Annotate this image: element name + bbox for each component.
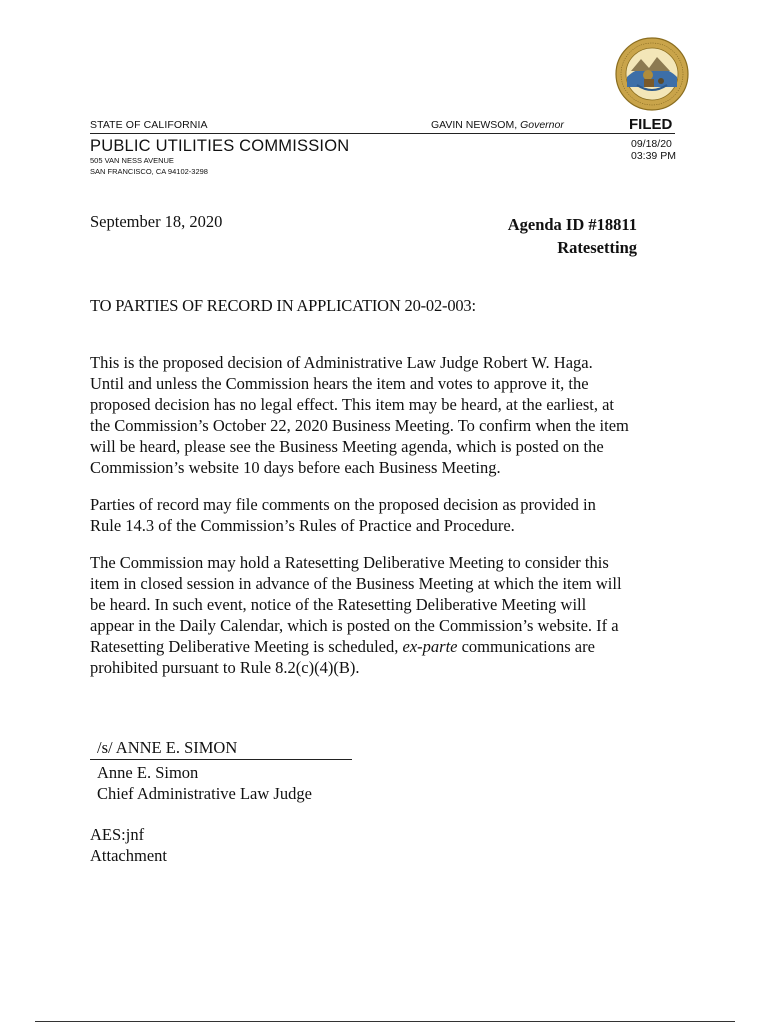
letter-date: September 18, 2020 — [90, 212, 223, 231]
commission-address — [90, 155, 208, 177]
paragraph-2 — [90, 494, 690, 536]
paragraph-line: will be heard, please see the Business Meeting agenda, which is posted on the — [90, 437, 604, 456]
governor-line — [431, 119, 564, 131]
paragraph-line: be heard. In such event, notice of the Ratesetting Deliberative Meeting will — [90, 595, 587, 614]
attachment-note: Attachment — [90, 846, 167, 865]
ex-parte-term: ex-parte — [402, 637, 458, 656]
california-seal-icon — [615, 37, 689, 111]
state-label: STATE OF CALIFORNIA — [90, 119, 208, 131]
commission-name: PUBLIC UTILITIES COMMISSION — [90, 137, 350, 155]
paragraph-line: This is the proposed decision of Administrative Law Judge Robert W. Haga. — [90, 353, 593, 372]
paragraph-1 — [90, 352, 690, 478]
signer-block — [97, 762, 312, 804]
footer-rule — [35, 1021, 735, 1022]
paragraph-line: item in closed session in advance of the Business Meeting at which the item will — [90, 574, 622, 593]
closing-notes — [90, 824, 167, 866]
agenda-id: Agenda ID #18811 — [507, 215, 637, 234]
filed-stamp: FILED — [629, 116, 673, 133]
paragraph-line: Parties of record may file comments on the proposed decision as provided in — [90, 495, 596, 514]
agenda-block — [508, 213, 637, 259]
paragraph-line: Until and unless the Commission hears the item and votes to approve it, the — [90, 374, 589, 393]
governor-name: GAVIN NEWSOM, — [431, 119, 518, 131]
paragraph-line: proposed decision has no legal effect. This item may be heard, at the earliest, at — [90, 395, 615, 414]
paragraph-line: Rule 14.3 of the Commission’s Rules of Practice and Procedure. — [90, 516, 515, 535]
filed-time: 03:39 PM — [631, 150, 676, 162]
text-run: communications are — [457, 637, 595, 656]
text-run: Ratesetting Deliberative Meeting is scheduled, — [90, 637, 403, 656]
agenda-type: Ratesetting — [557, 238, 637, 257]
salutation: TO PARTIES OF RECORD IN APPLICATION 20-02-003: — [90, 296, 476, 315]
signer-name: Anne E. Simon — [97, 763, 199, 782]
paragraph-line: appear in the Daily Calendar, which is posted on the Commission’s website. If a — [90, 616, 619, 635]
paragraph-line: The Commission may hold a Ratesetting Deliberative Meeting to consider this — [90, 553, 609, 572]
filed-datetime — [631, 138, 676, 162]
filed-date: 09/18/20 — [631, 138, 672, 150]
paragraph-line: Commission’s website 10 days before each Business Meeting. — [90, 458, 501, 477]
header-rule — [90, 133, 675, 134]
address-line-1: 505 VAN NESS AVENUE — [90, 156, 174, 165]
address-line-2: SAN FRANCISCO, CA 94102-3298 — [90, 167, 208, 176]
paragraph-3 — [90, 552, 690, 678]
signer-title: Chief Administrative Law Judge — [97, 784, 312, 803]
signature-line: /s/ ANNE E. SIMON — [90, 738, 352, 760]
governor-title: Governor — [520, 119, 564, 131]
paragraph-line: the Commission’s October 22, 2020 Business Meeting. To confirm when the item — [90, 416, 629, 435]
paragraph-line: prohibited pursuant to Rule 8.2(c)(4)(B). — [90, 658, 360, 677]
typist-initials: AES:jnf — [90, 825, 145, 844]
paragraph-line — [90, 636, 690, 657]
